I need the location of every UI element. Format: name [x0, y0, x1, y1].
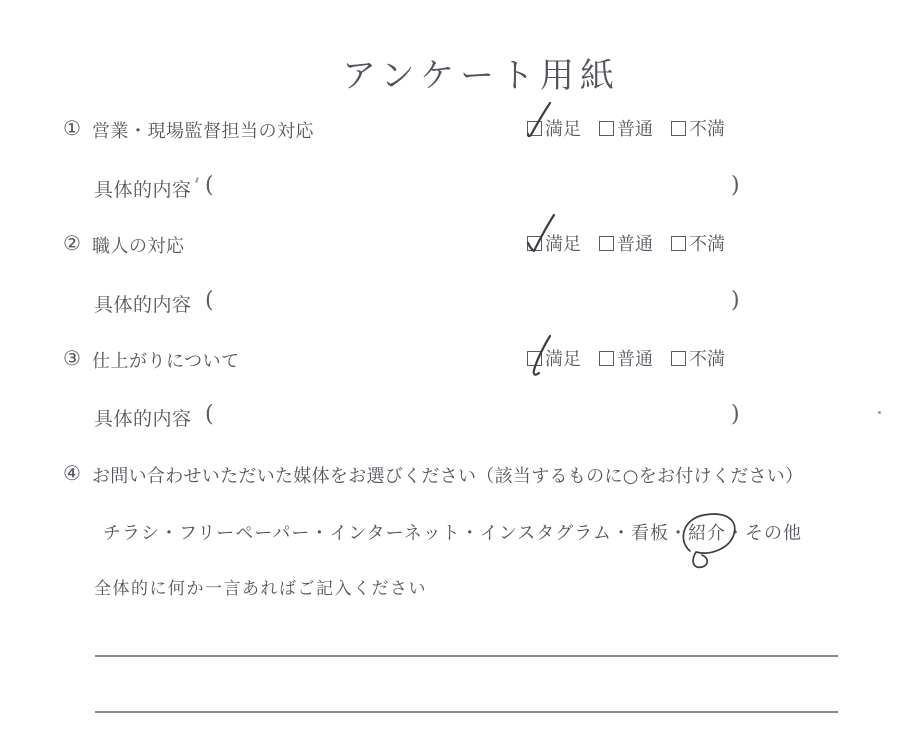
comment-line-2[interactable] — [95, 711, 838, 713]
checkbox-q1-dissatisfied[interactable] — [671, 121, 686, 136]
detail-row-3 — [0, 402, 900, 430]
media-option[interactable]: フリーペーパー — [179, 523, 311, 544]
option-q3-dissatisfied — [671, 348, 725, 368]
question-4-label: お問い合わせいただいた媒体をお選びください（該当するものに○をお付けください） — [92, 466, 804, 487]
option-label: 満足 — [545, 119, 581, 140]
option-q3-neutral — [599, 348, 653, 368]
option-q2-neutral — [599, 233, 653, 253]
comment-line-1[interactable] — [95, 655, 838, 657]
checkbox-q2-satisfied[interactable] — [527, 236, 542, 251]
option-label: 満足 — [545, 234, 581, 255]
checkbox-q1-satisfied[interactable] — [527, 121, 542, 136]
detail-input-area-2[interactable] — [222, 288, 722, 314]
question-row-3 — [0, 346, 900, 372]
scan-speck — [878, 411, 881, 414]
option-label: 普通 — [617, 119, 653, 140]
checkbox-q2-neutral[interactable] — [599, 236, 614, 251]
media-option[interactable]: 紹介 — [688, 519, 726, 545]
media-separator: ・ — [310, 523, 330, 544]
checkbox-q1-neutral[interactable] — [599, 121, 614, 136]
media-option[interactable]: その他 — [745, 523, 803, 544]
detail-label: 具体的内容 — [94, 294, 192, 316]
media-separator: ・ — [669, 523, 689, 544]
close-paren: ) — [731, 173, 740, 198]
option-q2-satisfied — [527, 233, 581, 253]
option-label: 不満 — [689, 234, 725, 255]
checkbox-q3-neutral[interactable] — [599, 351, 614, 366]
media-option[interactable]: インスタグラム — [479, 523, 613, 544]
media-option[interactable]: チラシ — [103, 523, 160, 544]
question-row-1 — [0, 116, 900, 142]
question-3-number: ③ — [63, 346, 81, 370]
close-paren: ) — [731, 402, 740, 427]
media-separator: ・ — [160, 523, 179, 544]
option-label: 不満 — [689, 349, 725, 370]
checkbox-q3-dissatisfied[interactable] — [671, 351, 686, 366]
detail-label: 具体的内容 — [94, 179, 192, 201]
close-paren: ) — [731, 288, 740, 313]
media-separator: ・ — [726, 523, 746, 544]
question-2-number: ② — [63, 231, 81, 255]
media-option[interactable]: インターネット — [329, 523, 461, 544]
question-3-label: 仕上がりについて — [92, 351, 240, 372]
question-1-number: ① — [63, 116, 81, 140]
checkbox-q3-satisfied[interactable] — [527, 351, 542, 366]
option-q1-neutral — [599, 118, 653, 138]
detail-row-1 — [0, 173, 900, 201]
media-separator: ・ — [612, 523, 632, 544]
detail-input-area-1[interactable] — [222, 173, 722, 199]
detail-label: 具体的内容 — [94, 408, 192, 430]
comment-prompt: 全体的に何か一言あればご記入ください — [94, 579, 427, 599]
page-title: アンケート用紙 — [342, 56, 620, 96]
open-paren: ( — [205, 288, 214, 313]
media-option[interactable]: 看板 — [631, 523, 670, 544]
media-options — [103, 519, 802, 545]
option-label: 普通 — [617, 349, 653, 370]
open-paren: ( — [205, 402, 214, 427]
option-q3-satisfied — [527, 348, 581, 368]
question-4-number: ④ — [63, 461, 81, 485]
question-row-2 — [0, 231, 900, 257]
detail-row-2 — [0, 288, 900, 316]
option-q1-satisfied — [527, 118, 581, 138]
media-separator: ・ — [460, 523, 480, 544]
question-2-label: 職人の対応 — [92, 236, 185, 257]
open-paren: ( — [205, 173, 214, 198]
option-label: 普通 — [617, 234, 653, 255]
detail-input-area-3[interactable] — [222, 402, 722, 428]
option-label: 満足 — [545, 349, 581, 370]
question-row-4 — [0, 461, 900, 487]
option-q1-dissatisfied — [671, 118, 725, 138]
option-label: 不満 — [689, 119, 725, 140]
option-q2-dissatisfied — [671, 233, 725, 253]
question-1-label: 営業・現場監督担当の対応 — [92, 121, 314, 142]
checkbox-q2-dissatisfied[interactable] — [671, 236, 686, 251]
